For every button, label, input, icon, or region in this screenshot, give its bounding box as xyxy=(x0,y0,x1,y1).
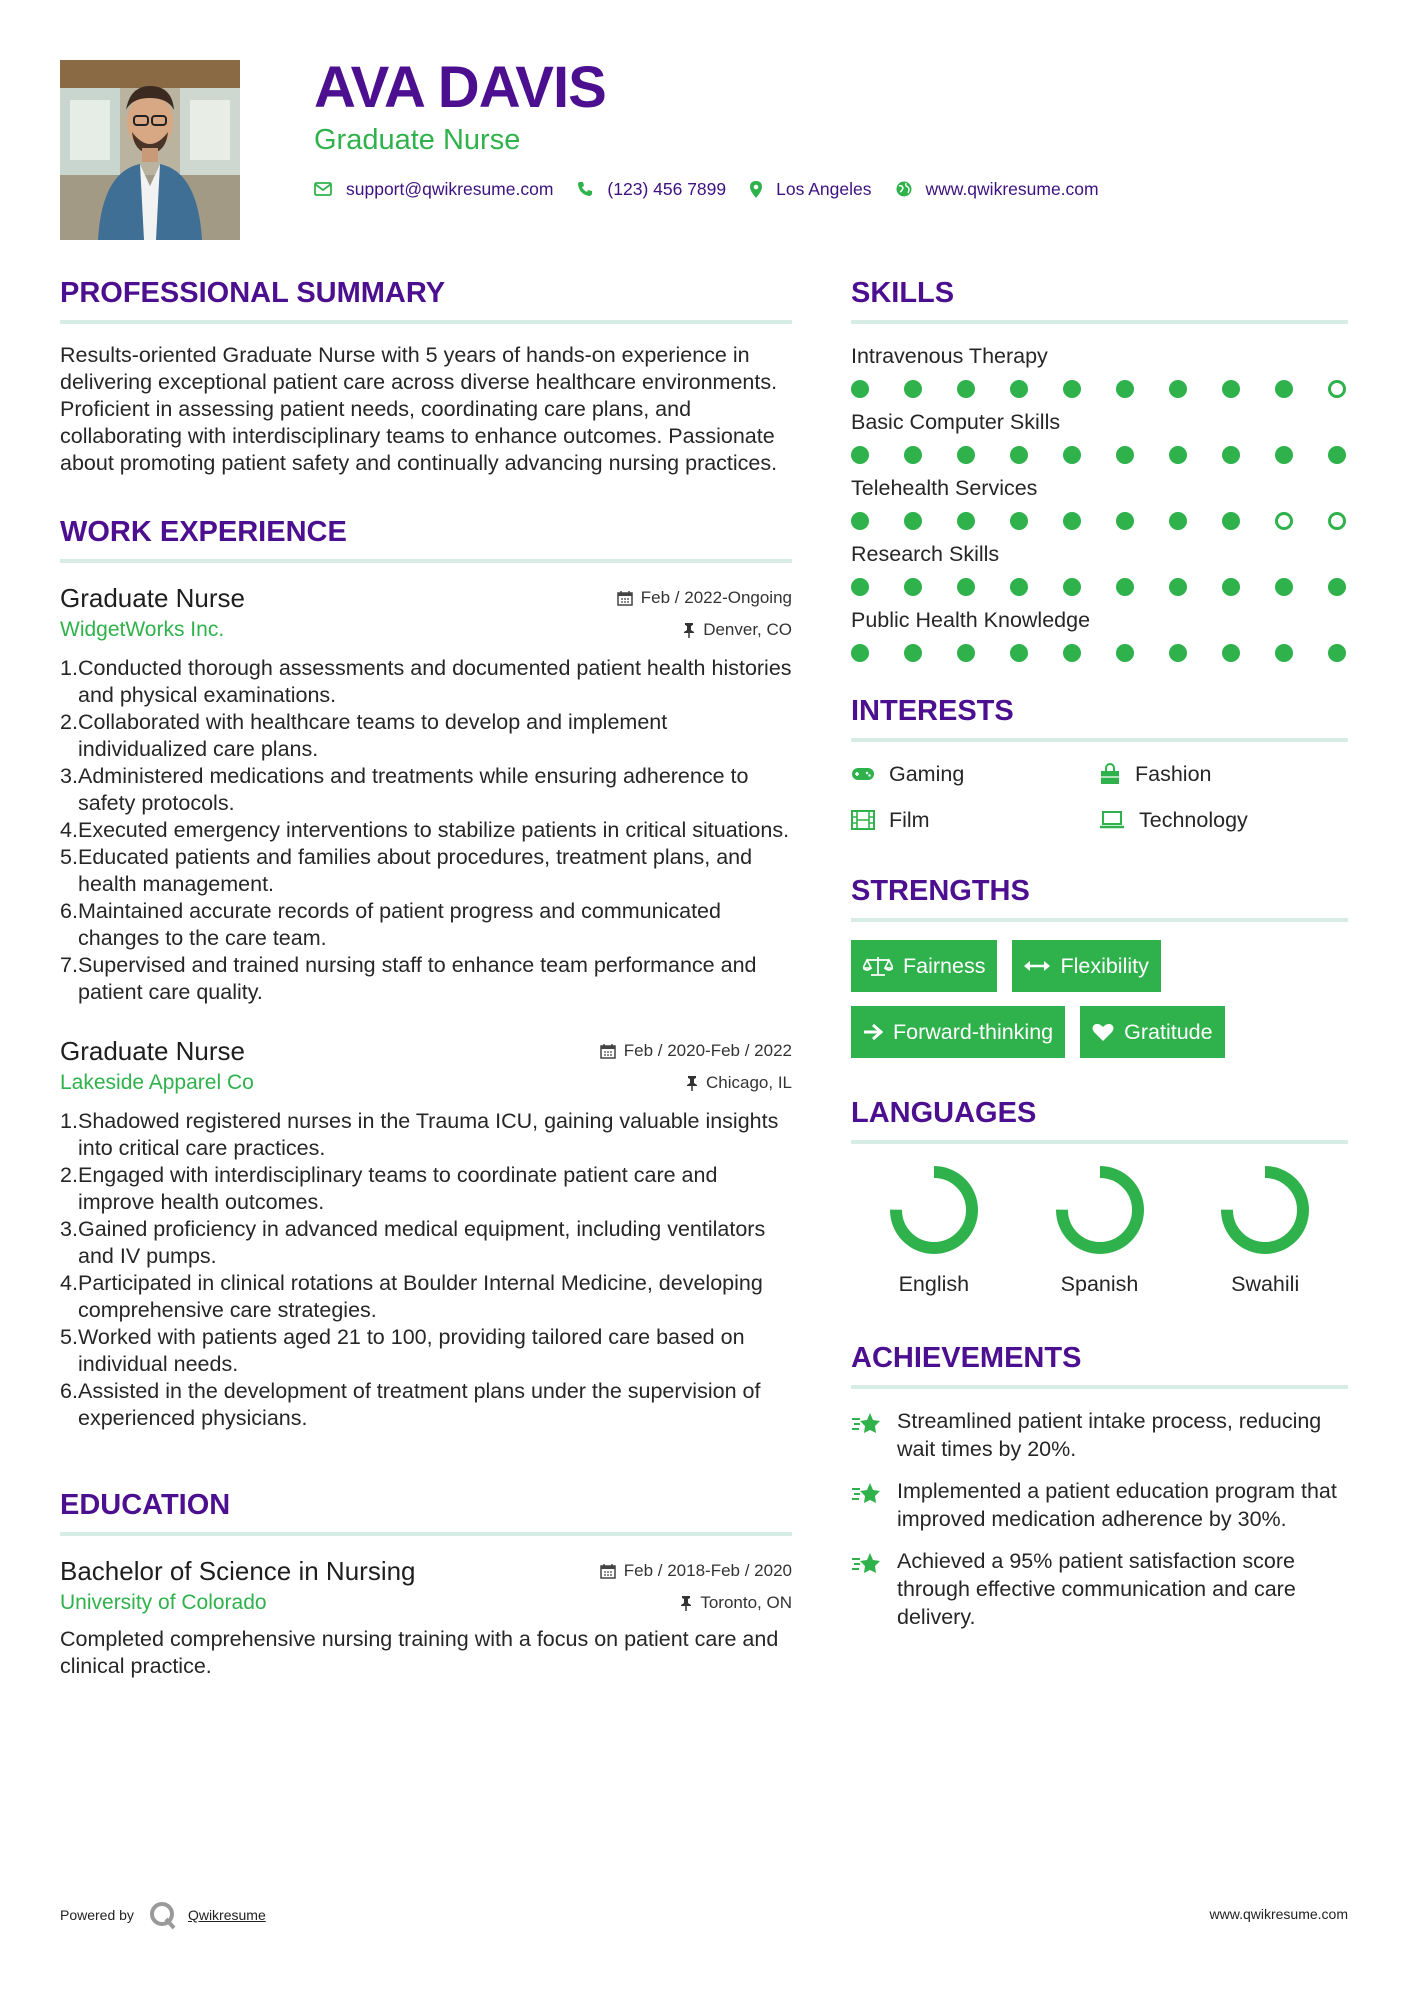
language-item xyxy=(851,1162,1017,1297)
interests-grid xyxy=(851,760,1348,834)
strengths-heading: STRENGTHS xyxy=(851,874,1348,922)
education-location xyxy=(680,1593,792,1613)
skills-section xyxy=(851,276,1348,662)
rating-dot-filled xyxy=(851,380,869,398)
skill-rating xyxy=(851,380,1348,398)
interest-label: Fashion xyxy=(1135,761,1212,786)
rating-dot-filled xyxy=(904,380,922,398)
rating-dot-filled xyxy=(851,512,869,530)
footer-powered-by xyxy=(60,1900,266,1930)
education-text: Completed comprehensive nursing training with a focus on patient care and clinical practice. xyxy=(60,1627,779,1678)
rating-dot-filled xyxy=(1222,512,1240,530)
summary-text: Results-oriented Graduate Nurse with 5 years of hands-on experience in delivering exceptional patient care across diverse healthcare environments. Proficient in assessing patient needs, coordinating care plans, and collaborating with interdisciplinary teams to enhance outcomes. Passionate about promoting patient safety and continually advancing nursing practices. xyxy=(60,343,778,475)
achievement-item xyxy=(851,1477,1348,1533)
gamepad-icon xyxy=(851,766,875,782)
skill-item xyxy=(851,474,1348,530)
list-item: 2. Engaged with interdisciplinary teams to coordinate patient care and improve health outcomes. xyxy=(60,1163,718,1214)
language-item xyxy=(1182,1162,1348,1297)
envelope-icon xyxy=(314,182,332,196)
rating-dot-filled xyxy=(1063,644,1081,662)
language-ring xyxy=(886,1162,982,1258)
skill-name: Basic Computer Skills xyxy=(851,410,1061,434)
powered-by-text: Powered by xyxy=(60,1907,134,1923)
calendar-icon xyxy=(617,590,633,606)
contact-location xyxy=(750,179,871,200)
job-company: WidgetWorks Inc. xyxy=(60,618,225,641)
rating-dot-empty xyxy=(1328,512,1346,530)
profile-photo xyxy=(60,60,240,240)
balance-scale-icon xyxy=(863,955,893,977)
strength-label: Forward-thinking xyxy=(893,1019,1054,1044)
rating-dot-filled xyxy=(1328,578,1346,596)
list-item: 2. Collaborated with healthcare teams to develop and implement individualized care plans. xyxy=(60,710,668,761)
job-location xyxy=(686,1073,792,1093)
skill-name: Research Skills xyxy=(851,542,1000,566)
right-column xyxy=(851,276,1348,1645)
list-item: 5. Educated patients and families about procedures, treatment plans, and health management. xyxy=(60,845,753,896)
rating-dot-filled xyxy=(957,644,975,662)
education-heading: EDUCATION xyxy=(60,1488,792,1536)
job-entry xyxy=(60,581,792,1006)
rating-dot-filled xyxy=(904,446,922,464)
rating-dot-filled xyxy=(1116,380,1134,398)
rating-dot-filled xyxy=(1169,446,1187,464)
achievements-heading: ACHIEVEMENTS xyxy=(851,1341,1348,1389)
calendar-icon xyxy=(600,1043,616,1059)
language-ring xyxy=(1217,1162,1313,1258)
job-title: Graduate Nurse xyxy=(60,583,245,613)
language-name: English xyxy=(898,1272,970,1296)
rating-dot-filled xyxy=(1222,446,1240,464)
rating-dot-filled xyxy=(1063,380,1081,398)
interest-item xyxy=(1099,806,1347,834)
strengths-section xyxy=(851,874,1348,1058)
map-marker-icon xyxy=(750,181,762,198)
shooting-star-icon xyxy=(851,1411,883,1437)
rating-dot-filled xyxy=(1010,512,1028,530)
list-item: 3. Gained proficiency in advanced medical equipment, including ventilators and IV pumps. xyxy=(60,1217,766,1268)
rating-dot-filled xyxy=(1169,380,1187,398)
language-name: Spanish xyxy=(1060,1272,1139,1296)
skill-name: Public Health Knowledge xyxy=(851,608,1091,632)
qwikresume-logo-icon xyxy=(148,1900,178,1930)
job-location xyxy=(683,620,792,640)
strength-label: Gratitude xyxy=(1124,1019,1213,1044)
job-entry xyxy=(60,1034,792,1432)
rating-dot-filled xyxy=(1275,380,1293,398)
contact-bar xyxy=(314,176,1123,202)
shooting-star-icon xyxy=(851,1551,883,1577)
language-item xyxy=(1017,1162,1183,1297)
language-ring xyxy=(1052,1162,1148,1258)
rating-dot-filled xyxy=(1116,446,1134,464)
skill-name: Intravenous Therapy xyxy=(851,344,1048,368)
rating-dot-empty xyxy=(1275,512,1293,530)
rating-dot-filled xyxy=(1328,446,1346,464)
job-duties xyxy=(60,1108,792,1432)
phone-icon xyxy=(577,181,593,197)
rating-dot-filled xyxy=(1222,380,1240,398)
rating-dot-filled xyxy=(1328,644,1346,662)
candidate-title: Graduate Nurse xyxy=(314,124,521,156)
strengths-list xyxy=(851,940,1348,1058)
rating-dot-filled xyxy=(1275,578,1293,596)
skill-item xyxy=(851,606,1348,662)
achievement-text: Achieved a 95% patient satisfaction score through effective communication and care delivery. xyxy=(897,1549,1296,1629)
list-item: 5. Worked with patients aged 21 to 100, providing tailored care based on individual needs. xyxy=(60,1325,745,1376)
strength-badge xyxy=(1012,940,1160,992)
list-item: 1. Shadowed registered nurses in the Trauma ICU, gaining valuable insights into critical care practices. xyxy=(60,1109,779,1160)
interest-label: Technology xyxy=(1139,807,1248,832)
contact-phone[interactable] xyxy=(577,179,726,200)
rating-dot-filled xyxy=(904,578,922,596)
strength-badge xyxy=(851,940,997,992)
job-date-text: Feb / 2022-Ongoing xyxy=(640,588,792,607)
rating-dot-filled xyxy=(1169,512,1187,530)
education-section xyxy=(60,1488,792,1680)
rating-dot-filled xyxy=(1010,644,1028,662)
film-icon xyxy=(851,810,875,830)
list-item: 4. Executed emergency interventions to stabilize patients in critical situations. xyxy=(60,818,790,842)
rating-dot-filled xyxy=(851,446,869,464)
job-location-text: Denver, CO xyxy=(703,620,792,639)
summary-heading: PROFESSIONAL SUMMARY xyxy=(60,276,792,324)
strength-badge xyxy=(1080,1006,1224,1058)
achievements-section xyxy=(851,1341,1348,1631)
rating-dot-filled xyxy=(904,512,922,530)
contact-email[interactable] xyxy=(314,179,553,200)
skills-heading: SKILLS xyxy=(851,276,1348,324)
interest-label: Film xyxy=(889,807,930,832)
skills-list xyxy=(851,342,1348,662)
achievement-item xyxy=(851,1547,1348,1631)
languages-list xyxy=(851,1162,1348,1297)
arrows-horizontal-icon xyxy=(1024,959,1050,973)
heart-icon xyxy=(1092,1022,1114,1042)
strength-label: Flexibility xyxy=(1060,953,1149,978)
skill-item xyxy=(851,408,1348,464)
education-location-text: Toronto, ON xyxy=(700,1593,792,1612)
interest-item xyxy=(851,760,1099,788)
laptop-icon xyxy=(1099,811,1125,829)
rating-dot-empty xyxy=(1328,380,1346,398)
rating-dot-filled xyxy=(1010,578,1028,596)
skill-rating xyxy=(851,644,1348,662)
rating-dot-filled xyxy=(1275,446,1293,464)
shopping-bag-icon xyxy=(1099,763,1121,785)
phone-text: (123) 456 7899 xyxy=(607,178,727,199)
list-item: 1. Conducted thorough assessments and documented patient health histories and physical examinations. xyxy=(60,656,792,707)
interest-item xyxy=(1099,760,1347,788)
list-item: 4. Participated in clinical rotations at Boulder Internal Medicine, developing comprehensive care strategies. xyxy=(60,1271,763,1322)
experience-heading: WORK EXPERIENCE xyxy=(60,515,792,563)
rating-dot-filled xyxy=(1010,446,1028,464)
rating-dot-filled xyxy=(851,578,869,596)
rating-dot-filled xyxy=(1275,644,1293,662)
list-item: 3. Administered medications and treatments while ensuring adherence to safety protocols. xyxy=(60,764,749,815)
summary-section xyxy=(60,276,792,477)
job-location-text: Chicago, IL xyxy=(706,1073,792,1092)
rating-dot-filled xyxy=(1116,512,1134,530)
interests-heading: INTERESTS xyxy=(851,694,1348,742)
location-text: Los Angeles xyxy=(776,178,872,199)
degree-title: Bachelor of Science in Nursing xyxy=(60,1556,416,1586)
rating-dot-filled xyxy=(1063,446,1081,464)
rating-dot-filled xyxy=(1063,512,1081,530)
pushpin-icon xyxy=(683,622,695,638)
education-date xyxy=(600,1561,792,1581)
list-item: 7. Supervised and trained nursing staff to enhance team performance and patient care quality. xyxy=(60,953,757,1004)
footer-brand-link[interactable]: Qwikresume xyxy=(187,1907,266,1923)
email-text: support@qwikresume.com xyxy=(346,178,554,199)
rating-dot-filled xyxy=(957,512,975,530)
pushpin-icon xyxy=(680,1595,692,1611)
pushpin-icon xyxy=(686,1075,698,1091)
website-text: www.qwikresume.com xyxy=(925,178,1099,199)
skill-name: Telehealth Services xyxy=(851,476,1038,500)
interest-label: Gaming xyxy=(889,761,965,786)
job-date xyxy=(617,588,792,608)
footer-url[interactable]: www.qwikresume.com xyxy=(1209,1906,1348,1922)
rating-dot-filled xyxy=(1010,380,1028,398)
interests-section xyxy=(851,694,1348,834)
rating-dot-filled xyxy=(851,644,869,662)
language-name: Swahili xyxy=(1231,1272,1300,1296)
list-item: 6. Assisted in the development of treatment plans under the supervision of experienced physicians. xyxy=(60,1379,761,1430)
languages-heading: LANGUAGES xyxy=(851,1096,1348,1144)
left-column xyxy=(60,276,792,1680)
skill-rating xyxy=(851,578,1348,596)
rating-dot-filled xyxy=(1169,644,1187,662)
achievement-text: Implemented a patient education program that improved medication adherence by 30%. xyxy=(897,1479,1337,1531)
job-date-text: Feb / 2020-Feb / 2022 xyxy=(623,1041,792,1060)
candidate-name: AVA DAVIS xyxy=(314,55,606,120)
achievement-text: Streamlined patient intake process, reducing wait times by 20%. xyxy=(897,1409,1322,1461)
school-name: University of Colorado xyxy=(60,1591,267,1614)
job-date xyxy=(600,1041,792,1061)
rating-dot-filled xyxy=(1063,578,1081,596)
skill-rating xyxy=(851,512,1348,530)
education-date-text: Feb / 2018-Feb / 2020 xyxy=(623,1561,792,1580)
rating-dot-filled xyxy=(1169,578,1187,596)
rating-dot-filled xyxy=(957,446,975,464)
job-duties xyxy=(60,655,792,1006)
interest-item xyxy=(851,806,1099,834)
languages-section xyxy=(851,1096,1348,1297)
skill-item xyxy=(851,540,1348,596)
shooting-star-icon xyxy=(851,1481,883,1507)
strength-badge xyxy=(851,1006,1065,1058)
arrow-right-icon xyxy=(863,1023,883,1041)
experience-section xyxy=(60,515,792,1432)
rating-dot-filled xyxy=(1222,578,1240,596)
rating-dot-filled xyxy=(1116,578,1134,596)
achievement-item xyxy=(851,1407,1348,1463)
list-item: 6. Maintained accurate records of patient progress and communicated changes to the care team. xyxy=(60,899,721,950)
globe-icon xyxy=(896,181,912,197)
calendar-icon xyxy=(600,1563,616,1579)
rating-dot-filled xyxy=(904,644,922,662)
skill-rating xyxy=(851,446,1348,464)
rating-dot-filled xyxy=(957,380,975,398)
rating-dot-filled xyxy=(1116,644,1134,662)
job-company: Lakeside Apparel Co xyxy=(60,1071,254,1094)
job-title: Graduate Nurse xyxy=(60,1036,245,1066)
strength-label: Fairness xyxy=(903,953,986,978)
skill-item xyxy=(851,342,1348,398)
rating-dot-filled xyxy=(1222,644,1240,662)
portrait-image xyxy=(60,60,240,240)
rating-dot-filled xyxy=(957,578,975,596)
contact-website[interactable] xyxy=(896,179,1099,200)
